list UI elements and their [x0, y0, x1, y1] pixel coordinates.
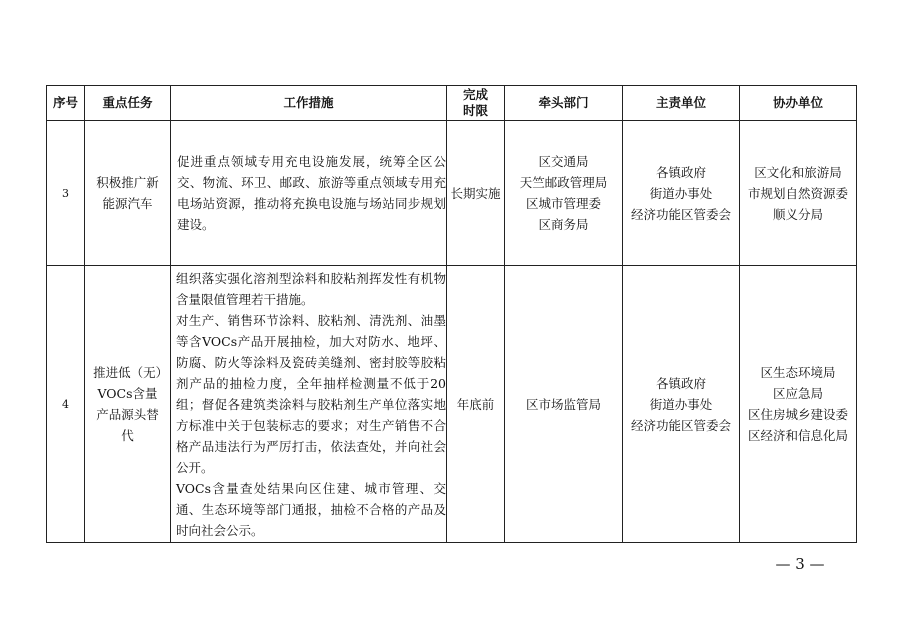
measure-paragraph: 促进重点领域专用充电设施发展，统筹全区公交、物流、环卫、邮政、旅游等重点领域专用充电场站资源，推动将充换电设施与场站同步规划建设。	[177, 154, 446, 232]
assist-unit: 区住房城乡建设委	[747, 407, 848, 422]
measure-paragraph: VOCs含量查处结果向区住建、城市管理、交通、生态环境等部门通报，抽检不合格的产品及时向社会公示。	[176, 480, 446, 538]
measure-paragraph: 对生产、销售环节涂料、胶粘剂、清洗剂、油墨等含VOCs产品开展抽检，加大对防水、地坪、防腐、防火等涂料及瓷砖美缝剂、密封胶等胶粘剂产品的抽检力度，全年抽样检测量不低于20组；督促各建筑类涂料与胶粘剂生产单位落实地方标准中关于包装标志的要求；对生产销售不合格产品违法行为严厉打击，依法查处，并向社会公开。	[176, 312, 446, 475]
task-text: 推进低（无）VOCs含量产品源头替代	[93, 365, 162, 443]
page-number: — 3 —	[775, 555, 825, 573]
responsible-unit: 经济功能区管委会	[630, 417, 731, 433]
lead-unit: 区交通局	[538, 154, 589, 169]
assist-unit: 区经济和信息化局	[747, 428, 848, 443]
header-task: 重点任务	[85, 86, 171, 121]
table-row	[47, 266, 857, 543]
header-responsible: 主责单位	[623, 86, 740, 121]
row-no: 3	[47, 121, 85, 266]
lead-unit: 区城市管理委	[525, 196, 601, 211]
row-lead	[505, 266, 623, 543]
assist-unit: 区文化和旅游局	[754, 164, 842, 180]
task-text: 积极推广新能源汽车	[96, 175, 159, 211]
header-deadline: 完成 时限	[447, 86, 505, 121]
responsible-unit: 各镇政府	[655, 375, 706, 391]
row-responsible	[623, 121, 740, 266]
responsible-unit: 经济功能区管委会	[630, 206, 731, 222]
responsible-unit: 街道办事处	[649, 185, 713, 201]
measure-paragraph: 组织落实强化溶剂型涂料和胶粘剂挥发性有机物含量限值管理若干措施。	[176, 270, 446, 307]
table-row	[47, 121, 857, 266]
row-deadline: 年底前	[447, 266, 505, 543]
header-assist: 协办单位	[740, 86, 857, 121]
header-lead: 牵头部门	[505, 86, 623, 121]
assist-unit: 顺义分局	[772, 206, 823, 222]
row-measures	[171, 121, 447, 266]
row-deadline: 长期实施	[447, 121, 505, 266]
lead-unit: 区商务局	[538, 217, 589, 232]
assist-unit: 区应急局	[772, 386, 823, 401]
row-assist	[740, 266, 857, 543]
row-task	[85, 121, 171, 266]
row-task	[85, 266, 171, 543]
responsible-unit: 街道办事处	[649, 396, 713, 412]
responsible-unit: 各镇政府	[655, 164, 706, 180]
task-table	[46, 85, 857, 543]
header-no: 序号	[47, 86, 85, 121]
assist-unit: 市规划自然资源委	[747, 185, 848, 201]
header-measures: 工作措施	[171, 86, 447, 121]
header-row	[47, 86, 857, 121]
assist-unit: 区生态环境局	[760, 365, 836, 380]
row-no: 4	[47, 266, 85, 543]
lead-unit: 天竺邮政管理局	[519, 175, 608, 190]
row-responsible	[623, 266, 740, 543]
row-lead	[505, 121, 623, 266]
row-measures	[171, 266, 447, 543]
lead-unit: 区市场监管局	[525, 396, 601, 412]
row-assist	[740, 121, 857, 266]
